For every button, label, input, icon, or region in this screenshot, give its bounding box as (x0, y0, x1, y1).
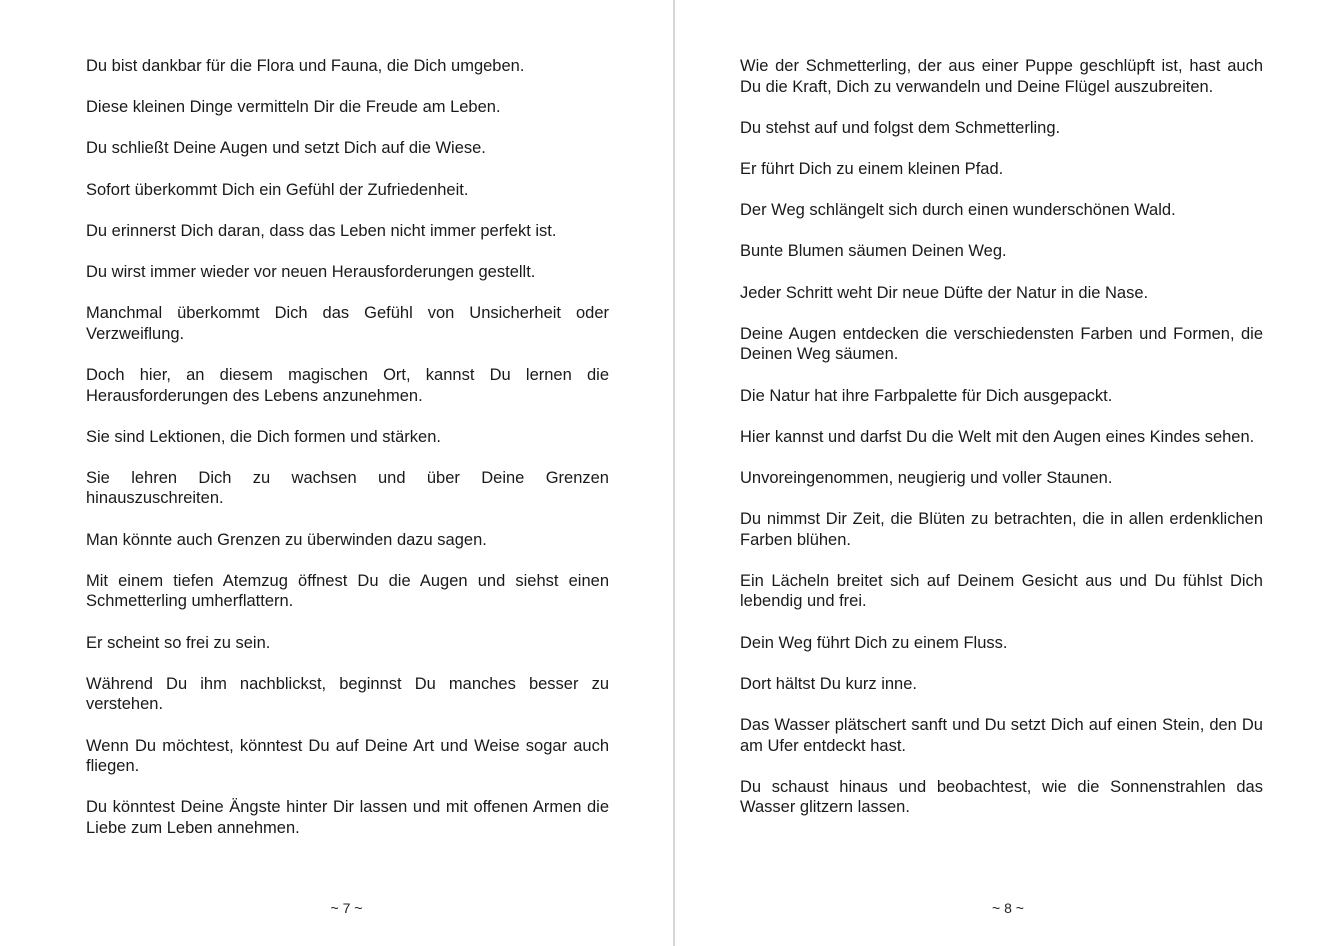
paragraph: Sofort überkommt Dich ein Gefühl der Zufriedenheit. (86, 180, 469, 199)
paragraph: Du schließt Deine Augen und setzt Dich auf die Wiese. (86, 139, 486, 158)
paragraph: Während Du ihm nachblickst, beginnst Du manches besser zu verstehen. (86, 674, 609, 714)
page-number-right: ~ 8 ~ (992, 900, 1024, 916)
paragraph: Dein Weg führt Dich zu einem Fluss. (740, 633, 1008, 652)
paragraph: Du erinnerst Dich daran, dass das Leben nicht immer perfekt ist. (86, 221, 557, 240)
right-page (676, 0, 1340, 946)
paragraph: Du wirst immer wieder vor neuen Herausforderungen gestellt. (86, 262, 536, 281)
paragraph: Deine Augen entdecken die verschiedensten Farben und Formen, die Deinen Weg säumen. (740, 324, 1263, 364)
page-number-left: ~ 7 ~ (330, 900, 363, 916)
paragraph: Jeder Schritt weht Dir neue Düfte der Natur in die Nase. (740, 283, 1149, 302)
paragraph: Unvoreingenommen, neugierig und voller Staunen. (740, 468, 1113, 487)
paragraph: Wie der Schmetterling, der aus einer Puppe geschlüpft ist, hast auch Du die Kraft, Dich zu verwandeln und Deine Flügel auszubreiten. (740, 57, 1263, 96)
right-page-text (740, 56, 1263, 839)
paragraph: Wenn Du möchtest, könntest Du auf Deine Art und Weise sogar auch fliegen. (86, 736, 609, 776)
paragraph: Doch hier, an diesem magischen Ort, kannst Du lernen die Herausforderungen des Lebens anzunehmen. (86, 365, 609, 405)
paragraph: Mit einem tiefen Atemzug öffnest Du die Augen und siehst einen Schmetterling umherflattern. (86, 571, 609, 611)
paragraph: Er scheint so frei zu sein. (86, 633, 271, 652)
left-page-text (86, 56, 609, 859)
paragraph: Du könntest Deine Ängste hinter Dir lassen und mit offenen Armen die Liebe zum Leben annehmen. (86, 798, 609, 837)
paragraph: Hier kannst und darfst Du die Welt mit den Augen eines Kindes sehen. (740, 427, 1255, 446)
paragraph: Du nimmst Dir Zeit, die Blüten zu betrachten, die in allen erdenklichen Farben blühen. (740, 510, 1263, 549)
paragraph: Bunte Blumen säumen Deinen Weg. (740, 242, 1007, 261)
paragraph: Dort hältst Du kurz inne. (740, 674, 917, 693)
paragraph: Du schaust hinaus und beobachtest, wie die Sonnenstrahlen das Wasser glitzern lassen. (740, 777, 1263, 817)
paragraph: Der Weg schlängelt sich durch einen wunderschönen Wald. (740, 201, 1176, 220)
paragraph: Er führt Dich zu einem kleinen Pfad. (740, 159, 1004, 178)
paragraph: Manchmal überkommt Dich das Gefühl von Unsicherheit oder Verzweiflung. (86, 304, 609, 343)
paragraph: Das Wasser plätschert sanft und Du setzt Dich auf einen Stein, den Du am Ufer entdeckt hast. (740, 716, 1263, 755)
paragraph: Du stehst auf und folgst dem Schmetterling. (740, 118, 1061, 137)
paragraph: Man könnte auch Grenzen zu überwinden dazu sagen. (86, 530, 487, 549)
paragraph: Ein Lächeln breitet sich auf Deinem Gesicht aus und Du fühlst Dich lebendig und frei. (740, 571, 1263, 611)
paragraph: Die Natur hat ihre Farbpalette für Dich ausgepackt. (740, 386, 1113, 405)
page-divider (673, 0, 675, 946)
paragraph: Diese kleinen Dinge vermitteln Dir die Freude am Leben. (86, 98, 501, 117)
paragraph: Sie lehren Dich zu wachsen und über Deine Grenzen hinauszuschreiten. (86, 468, 609, 508)
paragraph: Sie sind Lektionen, die Dich formen und stärken. (86, 427, 441, 446)
paragraph: Du bist dankbar für die Flora und Fauna, die Dich umgeben. (86, 57, 525, 75)
